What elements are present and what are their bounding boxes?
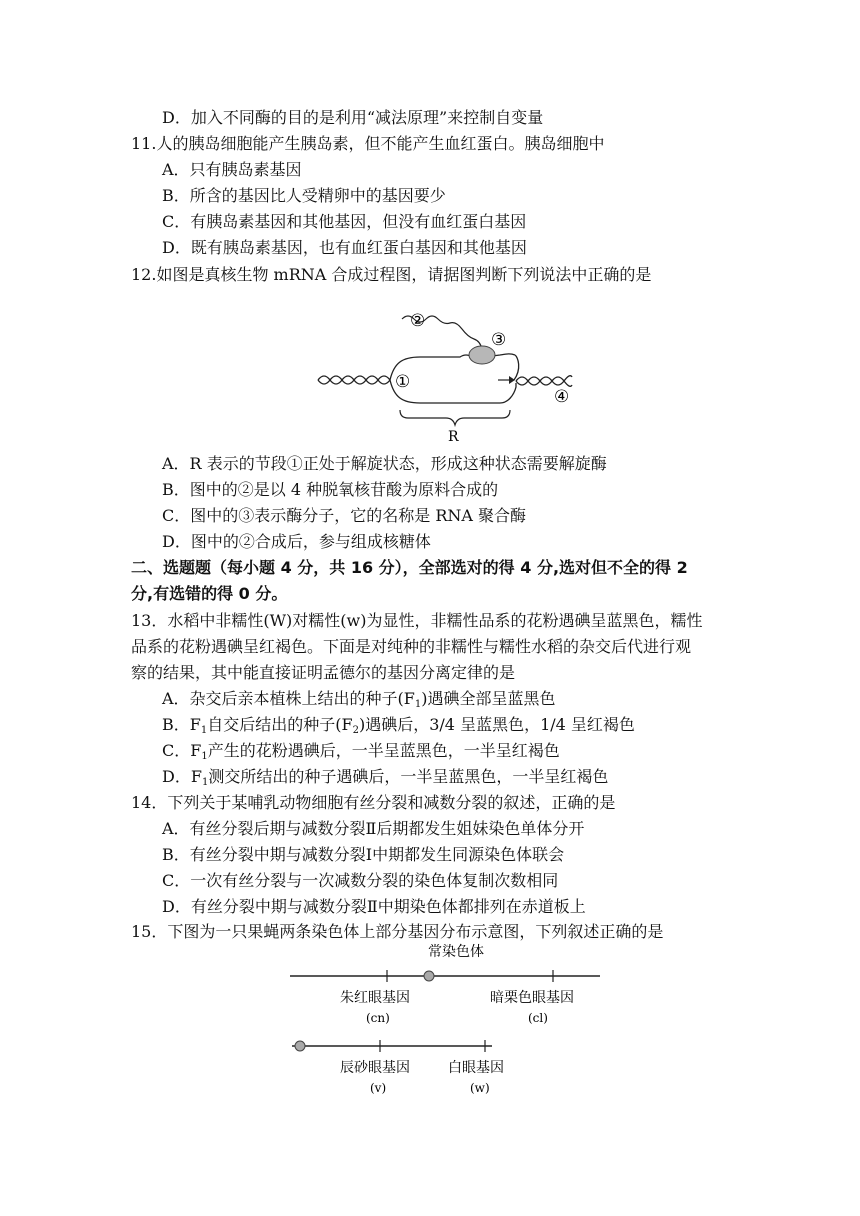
left-dna-helix [318, 376, 390, 384]
label-1: ① [395, 372, 411, 392]
q14-option-a: A．有丝分裂后期与减数分裂Ⅱ后期都发生姐妹染色单体分开 [162, 819, 585, 838]
q15-stem: 15．下图为一只果蝇两条染色体上部分基因分布示意图，下列叙述正确的是 [131, 922, 664, 941]
q11-option-a: A．只有胰岛素基因 [162, 160, 302, 179]
q13-option-a: A．杂交后亲本植株上结出的种子$(F_1)$遇碘全部呈蓝黑色 [162, 689, 556, 710]
q11-option-b: B．所含的基因比人受精卵中的基因要少 [162, 186, 446, 205]
centromere-2 [295, 1041, 305, 1051]
q14-stem: 14．下列关于某哺乳动物细胞有丝分裂和减数分裂的叙述，正确的是 [131, 793, 616, 812]
gene-v-symbol: (v) [370, 1081, 387, 1095]
chromosome-gene-map [280, 940, 610, 1095]
label-4: ④ [554, 387, 570, 407]
gene-cn-symbol: (cn) [366, 1011, 390, 1025]
q10-option-d: D．加入不同酶的目的是利用“减法原理”来控制自变量 [162, 108, 544, 127]
q12-option-d: D．图中的②合成后，参与组成核糖体 [162, 532, 431, 551]
label-2: ② [410, 311, 426, 331]
q14-option-d: D．有丝分裂中期与减数分裂Ⅱ中期染色体都排列在赤道板上 [162, 897, 586, 916]
q13-option-b: B．$F_1$自交后结出的种子$(F_2)$遇碘后，3/4 呈蓝黑色，1/4 呈红褐色 [162, 715, 635, 736]
q13-stem-2: 品系的花粉遇碘呈红褐色。下面是对纯种的非糯性与糯性水稻的杂交后代进行观 [131, 637, 692, 656]
q12-stem: 12.如图是真核生物 mRNA 合成过程图，请据图判断下列说法中正确的是 [131, 265, 652, 284]
gene-w-symbol: (w) [470, 1081, 490, 1095]
transcription-diagram [310, 305, 590, 445]
section-2-heading: 二、选题题（每小题 4 分，共 16 分），全部选对的得 4 分,选对但不全的得 2 [131, 558, 688, 577]
q13-stem-3: 察的结果，其中能直接证明孟德尔的基因分离定律的是 [131, 663, 516, 682]
q13-stem-1: 13．水稻中非糯性(W)对糯性(w)为显性，非糯性品系的花粉遇碘呈蓝黑色，糯性 [131, 611, 703, 630]
q13-option-d: D．$F_1$测交所结出的种子遇碘后，一半呈蓝黑色，一半呈红褐色 [162, 767, 609, 788]
q14-option-c: C．一次有丝分裂与一次减数分裂的染色体复制次数相同 [162, 871, 559, 890]
q12-option-b: B．图中的②是以 4 种脱氧核苷酸为原料合成的 [162, 480, 499, 499]
q13-option-c: C．$F_1$产生的花粉遇碘后，一半呈蓝黑色，一半呈红褐色 [162, 741, 560, 762]
right-dna-helix [516, 376, 572, 387]
gene-v-label: 辰砂眼基因 [340, 1060, 410, 1076]
autosome-label: 常染色体 [428, 944, 484, 960]
section-2-heading-cont: 分,有选错的得 0 分。 [131, 584, 288, 603]
gene-w-label: 白眼基因 [448, 1060, 504, 1076]
centromere-1 [424, 971, 434, 981]
q14-option-b: B．有丝分裂中期与减数分裂Ⅰ中期都发生同源染色体联会 [162, 845, 565, 864]
label-3: ③ [491, 330, 507, 350]
gene-cl-symbol: (cl) [528, 1011, 548, 1025]
q11-option-c: C．有胰岛素基因和其他基因，但没有血红蛋白基因 [162, 212, 527, 231]
label-r: R [448, 429, 459, 445]
gene-cn-label: 朱红眼基因 [340, 990, 410, 1006]
q12-option-c: C．图中的③表示酶分子，它的名称是 RNA 聚合酶 [162, 506, 527, 525]
q11-stem: 11.人的胰岛细胞能产生胰岛素，但不能产生血红蛋白。胰岛细胞中 [131, 134, 605, 153]
q11-option-d: D．既有胰岛素基因，也有血红蛋白基因和其他基因 [162, 238, 527, 257]
q12-option-a: A．R 表示的节段①正处于解旋状态，形成这种状态需要解旋酶 [162, 454, 607, 473]
gene-cl-label: 暗栗色眼基因 [490, 990, 574, 1006]
region-brace [400, 410, 510, 425]
